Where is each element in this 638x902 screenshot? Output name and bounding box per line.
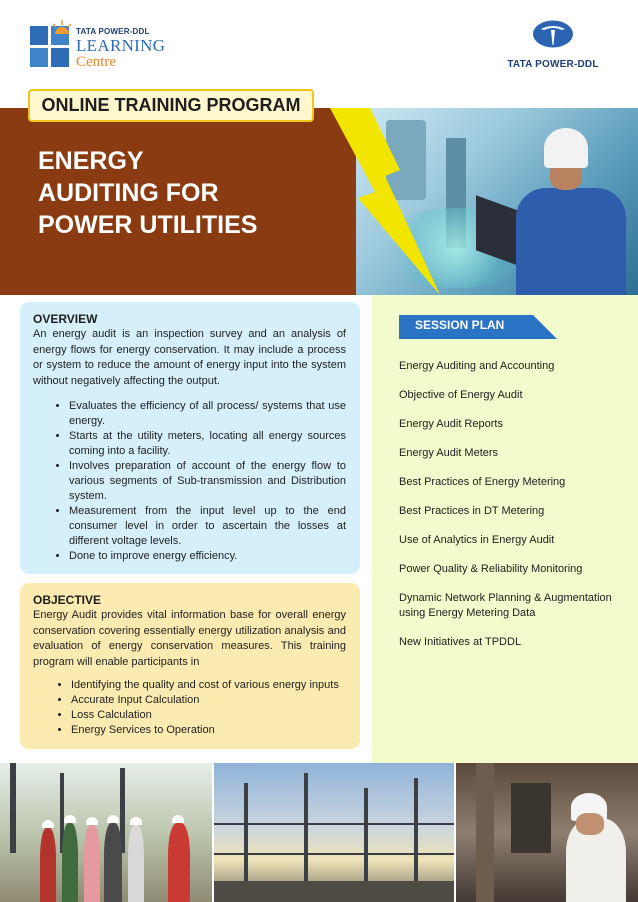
objective-box (20, 583, 360, 749)
learning-centre-logo-icon (30, 26, 70, 68)
tata-power-logo (498, 20, 608, 72)
logo-small-text: TATA POWER-DDL (76, 27, 150, 36)
overview-bullets (33, 399, 346, 564)
engineer-inspecting-equipment-photo (456, 763, 638, 902)
tata-logo-icon (532, 20, 574, 48)
session-plan-heading: SESSION PLAN (415, 318, 505, 332)
title-line: ENERGY (38, 147, 144, 175)
objective-bullets (33, 678, 346, 738)
list-item: • Involves preparation of account of the energy flow to various segments of Sub-transmission and Distribution system. (69, 459, 346, 504)
session-item: Objective of Energy Audit (399, 389, 523, 401)
session-item: Energy Auditing and Accounting (399, 360, 555, 372)
overview-box (20, 302, 360, 574)
program-label: ONLINE TRAINING PROGRAM (28, 89, 314, 122)
overview-heading: OVERVIEW (33, 312, 98, 326)
learning-centre-logo (30, 22, 170, 72)
session-item: Dynamic Network Planning & Augmentation using Energy Metering Data (399, 592, 612, 619)
objective-heading: OBJECTIVE (33, 593, 102, 607)
list-item: • Identifying the quality and cost of various energy inputs (71, 678, 346, 693)
bottom-photo-strip (0, 763, 638, 902)
tata-logo-text: TATA POWER-DDL (507, 59, 599, 70)
logo-sub-text: Centre (76, 54, 116, 70)
overview-text: An energy audit is an inspection survey and an analysis of energy flows for energy conservation. It may include a process or system to reduce the amount of energy input into the system without negatively affecting the output. (33, 328, 346, 387)
list-item: • Done to improve energy efficiency. (69, 549, 346, 564)
list-item: • Evaluates the efficiency of all process/ systems that use energy. (69, 399, 346, 429)
session-item: Energy Audit Meters (399, 447, 499, 459)
title-line: AUDITING FOR (38, 179, 219, 207)
list-item: • Measurement from the input level up to the end consumer level in order to ascertain the losses at different voltage levels. (69, 504, 346, 549)
objective-text: Energy Audit provides vital information base for overall energy conservation covering essentially energy utilization analysis and evaluation of energy conservation measures. This training program will enable participants in (33, 609, 346, 668)
list-item: • Loss Calculation (71, 708, 346, 723)
field-workers-substation-photo (0, 763, 212, 902)
list-item: • Energy Services to Operation (71, 723, 346, 738)
session-item: New Initiatives at TPDDL (399, 636, 522, 648)
page-title (38, 145, 257, 241)
title-line: POWER UTILITIES (38, 211, 258, 239)
list-item: • Starts at the utility meters, locating all energy sources coming into a facility. (69, 429, 346, 459)
page-header (0, 0, 638, 95)
list-item: • Accurate Input Calculation (71, 693, 346, 708)
session-item: Use of Analytics in Energy Audit (399, 534, 555, 546)
session-plan-list (399, 359, 624, 664)
session-item: Power Quality & Reliability Monitoring (399, 563, 583, 575)
logo-main-text: LEARNING (76, 36, 166, 55)
substation-towers-sunset-photo (214, 763, 454, 902)
session-item: Best Practices in DT Metering (399, 505, 545, 517)
lightning-bolt-graphic (330, 108, 440, 295)
session-item: Best Practices of Energy Metering (399, 476, 566, 488)
session-item: Energy Audit Reports (399, 418, 503, 430)
